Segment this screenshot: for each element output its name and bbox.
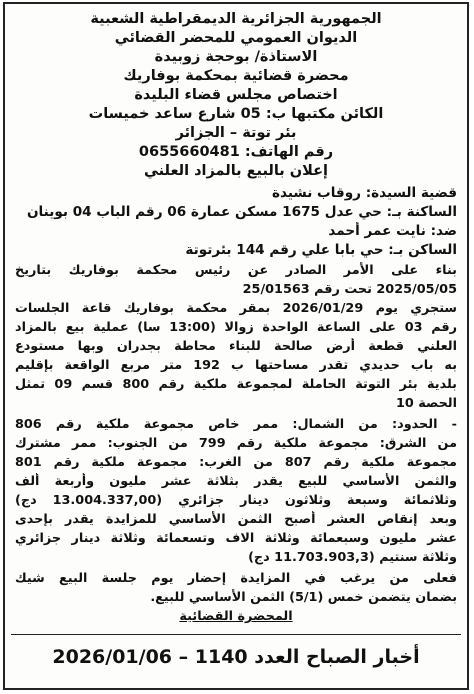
footer-divider: [11, 634, 461, 635]
signature-line: المحضرة القضائية: [179, 609, 293, 624]
address-line-1: الكائن مكتبها ب: 05 شارع ساعد خميسات: [88, 106, 384, 122]
body-line: الحصة 10: [395, 396, 457, 411]
body-line: فعلى من يرغب في المزايدة إحضار يوم جلسة البيع شيك: [15, 571, 457, 586]
party-residence: الساكنة بـ: حي عدل 1675 مسكن عمارة 06 رقم الباب 04 بوينان: [26, 204, 457, 220]
body-line: بضمان يتضمن خمس (5/1) الثمن الأساسي للبيع.: [150, 590, 457, 605]
body-line: - الحدود: من الشمال: ممر خاص مجموعة ملكية رقم 806: [15, 417, 457, 432]
body-line: 2025/05/05 تحت رقم 25/01563: [242, 282, 457, 297]
body-line: به باب حديدي تقدر مساحتها ب 192 متر مربع الواقعة بإقليم: [15, 358, 457, 373]
body-line: عشر مليون وسبعمائة وثلاثة الاف وتسعمائة وثلاثة دينار جزائري: [15, 531, 457, 546]
body-line: مجموعة ملكية رقم 807 من الغرب: مجموعة ملكية رقم 801: [15, 455, 457, 470]
body-line: بناء على الأمر الصادر عن رئيس محكمة بوفاريك بتاريخ: [15, 263, 457, 278]
bailiff-name: الاستاذة/ بوحجة زوبيدة: [154, 49, 318, 65]
body-line: وبعد إنقاص العشر أصبح الثمن الأساسي للمزايدة يقدر بإحدى: [15, 512, 457, 527]
notice-title: إعلان بالبيع بالمزاد العلني: [143, 163, 329, 179]
body-line: بلدية بئر التوتة الحاملة لمجموعة ملكية رقم 800 قسم 09 تمثل: [15, 377, 457, 392]
jurisdiction: اختصاص مجلس قضاء البليدة: [134, 87, 338, 103]
body-line: رقم 03 على الساعة الواحدة زوالا (13:00 سا) عملية بيع بالمزاد: [15, 320, 457, 335]
body-line: من الشرق: مجموعة ملكية رقم 799 من الجنوب: ممر مشترك: [15, 436, 457, 451]
body-line: العلني قطعة أرض صالحة للبناء محاطة بجدران وبها مستودع: [15, 339, 457, 354]
opposing-residence: الساكن بـ: حي بابا علي رقم 144 بئرتوتة: [185, 242, 457, 258]
opposing-party: ضد: نايت عمر أحمد: [328, 223, 457, 239]
office-heading: الديوان العمومي للمحضر القضائي: [114, 30, 358, 46]
body-line: ستجري يوم 2026/01/29 بمقر محكمة بوفاريك قاعة الجلسات: [15, 301, 457, 316]
court-bailiff: محضرة قضائية بمحكمة بوفاريك: [123, 68, 349, 84]
case-party: قضية السيدة: روقاب نشيدة: [271, 185, 457, 201]
body-line: وثلاثة سنتيم (11.703.903,3 دج): [248, 550, 457, 565]
phone-number: رقم الهاتف: 0655660481: [138, 144, 334, 160]
newspaper-footer: أخبار الصباح العدد 1140 – 2026/01/06: [52, 646, 420, 668]
address-line-2: بئر توتة – الجزائر: [175, 125, 297, 141]
legal-notice: [3, 2, 469, 690]
republic-heading: الجمهورية الجزائرية الديمقراطية الشعبية: [90, 11, 382, 27]
body-line: وثلاثمائة وسبعة وثلاثون دينار جزائري (13.004.337,00 دج): [15, 493, 457, 508]
body-line: والثمن الأساسي للبيع يقدر بثلاثة عشر مليون وأربعة ألف: [15, 474, 457, 489]
